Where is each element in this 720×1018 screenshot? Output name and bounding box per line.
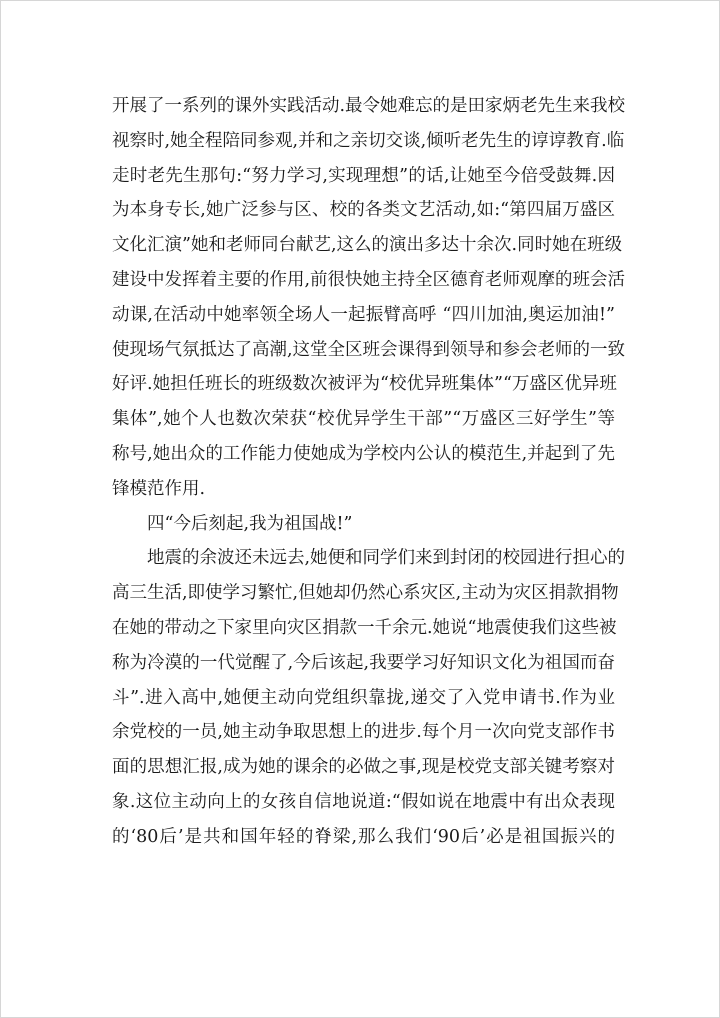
text-line: 为本身专长,她广泛参与区、校的各类文艺活动,如:“第四届万盛区 xyxy=(112,200,615,221)
text-line: 的‘80后’是共和国年轻的脊梁,那么我们‘90后’必是祖国振兴的 xyxy=(112,826,615,847)
text-line: 开展了一系列的课外实践活动.最令她难忘的是田家炳老先生来我校 xyxy=(112,96,626,116)
text-line: 称号,她出众的工作能力使她成为学校内公认的模范生,并起到了先 xyxy=(112,443,615,464)
text-line: 使现场气氛抵达了高潮,这堂全区班会课得到领导和参会老师的一致 xyxy=(112,339,626,360)
paragraph-achievements xyxy=(112,89,626,507)
text-line: 在她的带动之下家里向灾区捐款一千余元.她说“地震使我们这些被 xyxy=(112,617,617,638)
text-line: 集体”,她个人也数次荣获“校优异学生干部”“万盛区三好学生”等 xyxy=(112,409,615,430)
text-line: 称为冷漠的一代觉醒了,今后该起,我要学习好知识文化为祖国而奋 xyxy=(112,652,615,673)
text-line: 走时老先生那句:“努力学习,实现理想”的话,让她至今倍受鼓舞.因 xyxy=(112,165,615,186)
text-line: 余党校的一员,她主动争取思想上的进步.每个月一次向党支部作书 xyxy=(112,722,615,743)
text-line: 好评.她担任班长的班级数次被评为“校优异班集体”“万盛区优异班 xyxy=(112,374,617,395)
text-line: 动课,在活动中她率领全场人一起振臂高呼 “四川加油,奥运加油!” xyxy=(112,304,615,325)
text-line: 斗”.进入高中,她便主动向党组织靠拢,递交了入党申请书.作为业 xyxy=(112,687,615,708)
text-line: 锋模范作用. xyxy=(112,478,206,499)
text-line: 象.这位主动向上的女孩自信地说道:“假如说在地震中有出众表现 xyxy=(112,791,615,812)
text-line: 视察时,她全程陪同参观,并和之亲切交谈,倾听老先生的谆谆教育.临 xyxy=(112,130,625,151)
text-line: 高三生活,即使学习繁忙,但她却仍然心系灾区,主动为灾区捐款捐物 xyxy=(112,583,619,604)
document-body xyxy=(112,89,626,855)
paragraph-after-earthquake xyxy=(112,541,626,854)
text-line: 面的思想汇报,成为她的课余的必做之事,现是校党支部关键考察对 xyxy=(112,757,615,778)
section-heading: 四“今后刻起,我为祖国战!” xyxy=(147,513,353,534)
text-line: 文化汇演”她和老师同台献艺,这么的演出多达十余次.同时她在班级 xyxy=(112,235,623,256)
text-line: 地震的余波还未远去,她便和同学们来到封闭的校园进行担心的 xyxy=(147,548,626,569)
text-line: 建设中发挥着主要的作用,前很快她主持全区德育老师观摩的班会活 xyxy=(112,269,626,290)
